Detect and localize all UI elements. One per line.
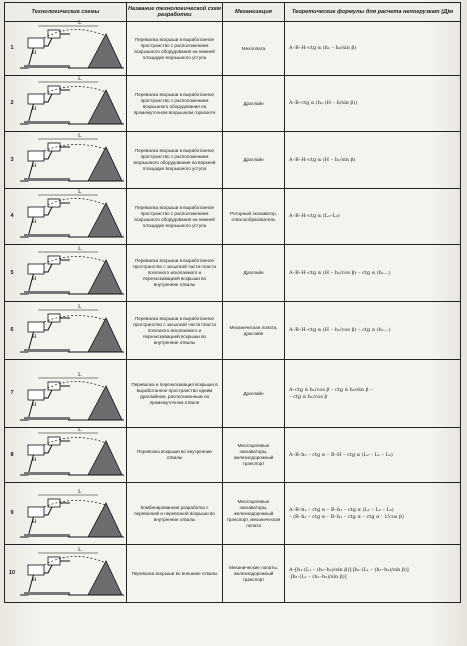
scheme-name: Перевозка вскрыши во внутренние отвалы	[127, 428, 223, 483]
table-row	[5, 302, 461, 360]
mechanization: Многоцелевые экскаваторы, железнодорожный транспорт, механическая лопата	[223, 483, 285, 545]
mechanization: Роторный экскаватор, отвалообразователь	[223, 189, 285, 245]
theoretical-formula: A–B–H–ctg α (H – h₁/cos β) – ctg α (h₁...)	[285, 245, 461, 302]
table-row	[5, 245, 461, 302]
mining-scheme-diagram	[18, 191, 126, 243]
mechanization: Драглайн	[223, 245, 285, 302]
svg-text:H: H	[32, 276, 37, 282]
mining-scheme-diagram	[18, 427, 126, 481]
theoretical-formula: A–B–H–ctg α (L₁–L₂)	[285, 189, 461, 245]
row-number: 8	[10, 451, 14, 458]
scheme-diagram-cell	[5, 428, 127, 483]
row-number: 10	[8, 570, 16, 576]
table-row	[5, 360, 461, 428]
scheme-diagram-cell	[5, 545, 127, 603]
svg-text:L: L	[78, 372, 82, 378]
mining-scheme-diagram	[18, 304, 126, 358]
theoretical-formula: A–B–H–ctg α (H – h₁/cos β) – ctg α (h₁...)	[285, 302, 461, 360]
table-row	[5, 189, 461, 245]
theoretical-formula: A–B–ctg α (h₁·(H – h/sin β))	[285, 76, 461, 132]
svg-text:H: H	[32, 106, 37, 112]
mechanization: Механическая лопата, драглайн	[223, 302, 285, 360]
header-mechanization: Механизация	[223, 3, 285, 22]
table-row	[5, 483, 461, 545]
svg-text:H: H	[32, 163, 37, 169]
scheme-name: Перевалка вскрыши в выработанное пространство с расположением вскрышного оборудования на промежуточном вскрышном горизонте	[127, 76, 223, 132]
row-number: 4	[10, 213, 14, 219]
scheme-diagram-cell	[5, 302, 127, 360]
technology-table	[4, 2, 461, 603]
scheme-diagram-cell	[5, 132, 127, 189]
mining-scheme-diagram	[18, 134, 126, 187]
svg-text:L: L	[78, 246, 82, 252]
scheme-name: Комбинированная разработка с перевалкой и перевозкой вскрыши во внутренние отвалы	[127, 483, 223, 545]
theoretical-formula: A–B–h₂ – ctg α – B–H – ctg α (L₂ – L₁ – L₂)	[285, 428, 461, 483]
svg-text:L: L	[78, 304, 82, 310]
table-row	[5, 132, 461, 189]
scheme-name: Перевалка вскрыши в выработанное пространство с засыпкой части пласта полезного ископаемого и переэкскавацией вскрыши во внутренние отвалы	[127, 245, 223, 302]
mining-scheme-diagram	[18, 20, 126, 74]
row-number: 3	[10, 156, 14, 163]
table-row	[5, 428, 461, 483]
svg-text:L: L	[78, 427, 82, 433]
svg-text:L: L	[78, 20, 82, 26]
mining-scheme-diagram	[18, 547, 126, 601]
theoretical-formula: A–[h₁·(L₁ – (h₁–h₂)/sin β)]·[h₁·(L₁ – (h₁–h₂)/sin β)] ·[h₁·(L₁ – (h₁–h₂)/sin β)]	[285, 545, 461, 603]
mechanization: Драглайн	[223, 132, 285, 189]
mining-scheme-diagram	[18, 78, 126, 130]
mechanization: Драглайн	[223, 76, 285, 132]
mechanization: Драглайн	[223, 360, 285, 428]
mechanization: Многоцелевые экскаваторы, железнодорожный транспорт	[223, 428, 285, 483]
scheme-name: Перевозка вскрыши во внешние отвалы	[127, 545, 223, 603]
svg-text:L: L	[78, 489, 82, 495]
svg-text:H: H	[32, 519, 37, 525]
theoretical-formula: A–B–h₁ – ctg α – B–h₁ – ctg α (L₁ – L₂ – L₃) – (B–h₁ – ctg α – B–h₁ – ctg α – ctg α · 1/cos β)	[285, 483, 461, 545]
header-scheme: Технологические схемы	[5, 3, 127, 22]
svg-text:H: H	[32, 50, 37, 56]
svg-text:L: L	[78, 76, 82, 82]
mining-scheme-diagram	[18, 485, 126, 543]
scheme-diagram-cell	[5, 245, 127, 302]
svg-text:H: H	[32, 402, 37, 408]
row-number: 6	[10, 327, 14, 333]
header-formula: Теоретические формулы для расчета непогрузкат (Д)м	[285, 3, 461, 22]
svg-text:H: H	[32, 219, 37, 225]
table-row	[5, 76, 461, 132]
svg-text:H: H	[32, 457, 37, 463]
scheme-name: Перевалка вскрыши в выработанное пространство с расположением вскрышного оборудования на нижней площадке вскрышного уступа	[127, 22, 223, 76]
header-name: Название технологической схем разработки	[127, 3, 223, 22]
scheme-name: Перевалка вскрыши в выработанное пространство с расположением вскрышного оборудования на нижней площадке вскрышного уступа	[127, 189, 223, 245]
row-number: 2	[10, 100, 14, 106]
scheme-diagram-cell	[5, 360, 127, 428]
scheme-diagram-cell	[5, 22, 127, 76]
mining-scheme-diagram	[18, 247, 126, 300]
scheme-diagram-cell	[5, 483, 127, 545]
scheme-name: Перевалка вскрыши в выработанное пространство с расположением вскрышного оборудования на верхней площадке вскрышного уступа	[127, 132, 223, 189]
table-row	[5, 22, 461, 76]
svg-text:L: L	[78, 189, 82, 195]
scheme-diagram-cell	[5, 76, 127, 132]
theoretical-formula: A–ctg α h₁/cos β – ctg α h₂/sin β – – ctg α h₁/cos β	[285, 360, 461, 428]
row-number: 1	[10, 45, 14, 51]
scheme-name: Перевалка вскрыши в выработанное пространство с засыпкой части пласта полезного ископаемого и переэкскавацией вскрыши во внутренние отвалы	[127, 302, 223, 360]
table-row	[5, 545, 461, 603]
mining-scheme-diagram	[18, 362, 126, 426]
row-number: 5	[10, 269, 14, 276]
header-row	[5, 3, 461, 22]
scheme-diagram-cell	[5, 189, 127, 245]
theoretical-formula: A–B–H–ctg α (h₁ – h₂/sin β)	[285, 22, 461, 76]
mechanization: Механические лопаты, железнодорожный транспорт	[223, 545, 285, 603]
svg-text:H: H	[32, 334, 37, 340]
svg-text:H: H	[32, 577, 37, 583]
theoretical-formula: A–B–H–ctg α (H – h₁/sin β)	[285, 132, 461, 189]
row-number: 9	[10, 510, 14, 516]
mechanization: Мехлопата	[223, 22, 285, 76]
svg-text:L: L	[78, 547, 82, 553]
row-number: 7	[10, 390, 14, 396]
svg-text:L: L	[78, 133, 82, 139]
scheme-name: Перевалка и переэкскавация вскрыши в выработанное пространство одним драглайном, расположенным на промежуточном отвале	[127, 360, 223, 428]
